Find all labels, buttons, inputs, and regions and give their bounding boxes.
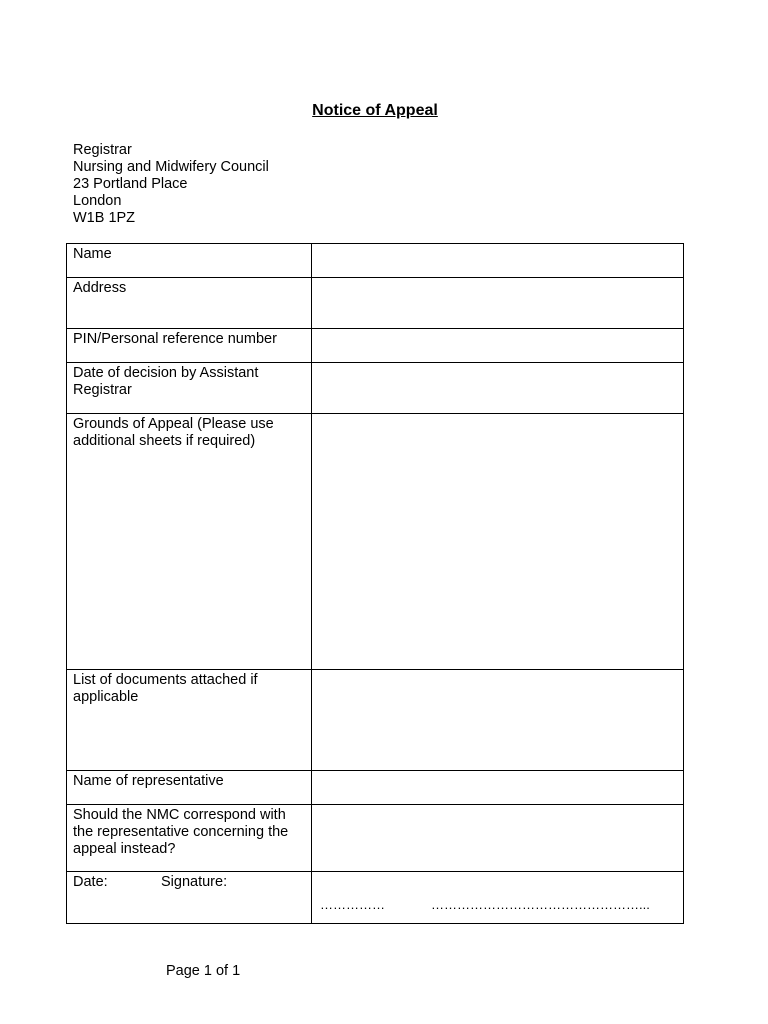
page-number: Page 1 of 1 xyxy=(166,963,241,979)
signature-dotted-line[interactable]: …………………………………………... xyxy=(431,897,650,912)
address-line: W1B 1PZ xyxy=(73,210,136,226)
form-row-address xyxy=(67,278,684,329)
address-line: London xyxy=(73,193,122,209)
form-label-decision-date: Date of decision by Assistant Registrar xyxy=(67,363,312,414)
recipient-address xyxy=(73,142,269,227)
representative-field[interactable] xyxy=(312,771,684,805)
name-field[interactable] xyxy=(312,244,684,278)
address-line: 23 Portland Place xyxy=(73,176,188,192)
page-title: Notice of Appeal xyxy=(312,102,438,119)
form-label-correspond: Should the NMC correspond with the representative concerning the appeal instead? xyxy=(67,805,312,872)
form-label-pin: PIN/Personal reference number xyxy=(67,329,312,363)
date-label: Date: xyxy=(73,874,108,890)
form-label-address: Address xyxy=(67,278,312,329)
decision-date-field[interactable] xyxy=(312,363,684,414)
form-row-documents xyxy=(67,670,684,771)
form-label-representative: Name of representative xyxy=(67,771,312,805)
form-row-decision-date xyxy=(67,363,684,414)
form-row-representative xyxy=(67,771,684,805)
address-field[interactable] xyxy=(312,278,684,329)
form-label-grounds: Grounds of Appeal (Please use additional sheets if required) xyxy=(67,414,312,670)
date-signature-field[interactable] xyxy=(312,872,684,924)
signature-label: Signature: xyxy=(161,874,228,890)
address-line: Nursing and Midwifery Council xyxy=(73,159,269,175)
documents-field[interactable] xyxy=(312,670,684,771)
date-signature-labels xyxy=(67,872,312,924)
pin-field[interactable] xyxy=(312,329,684,363)
form-row-correspond xyxy=(67,805,684,872)
form-row-date-signature xyxy=(67,872,684,924)
form-row-grounds xyxy=(67,414,684,670)
form-row-name xyxy=(67,244,684,278)
grounds-field[interactable] xyxy=(312,414,684,670)
correspond-field[interactable] xyxy=(312,805,684,872)
form-row-pin xyxy=(67,329,684,363)
form-label-name: Name xyxy=(67,244,312,278)
form-label-documents: List of documents attached if applicable xyxy=(67,670,312,771)
appeal-form-table xyxy=(66,243,684,924)
date-dotted-line[interactable]: …………… xyxy=(320,897,385,912)
address-line: Registrar xyxy=(73,142,132,158)
